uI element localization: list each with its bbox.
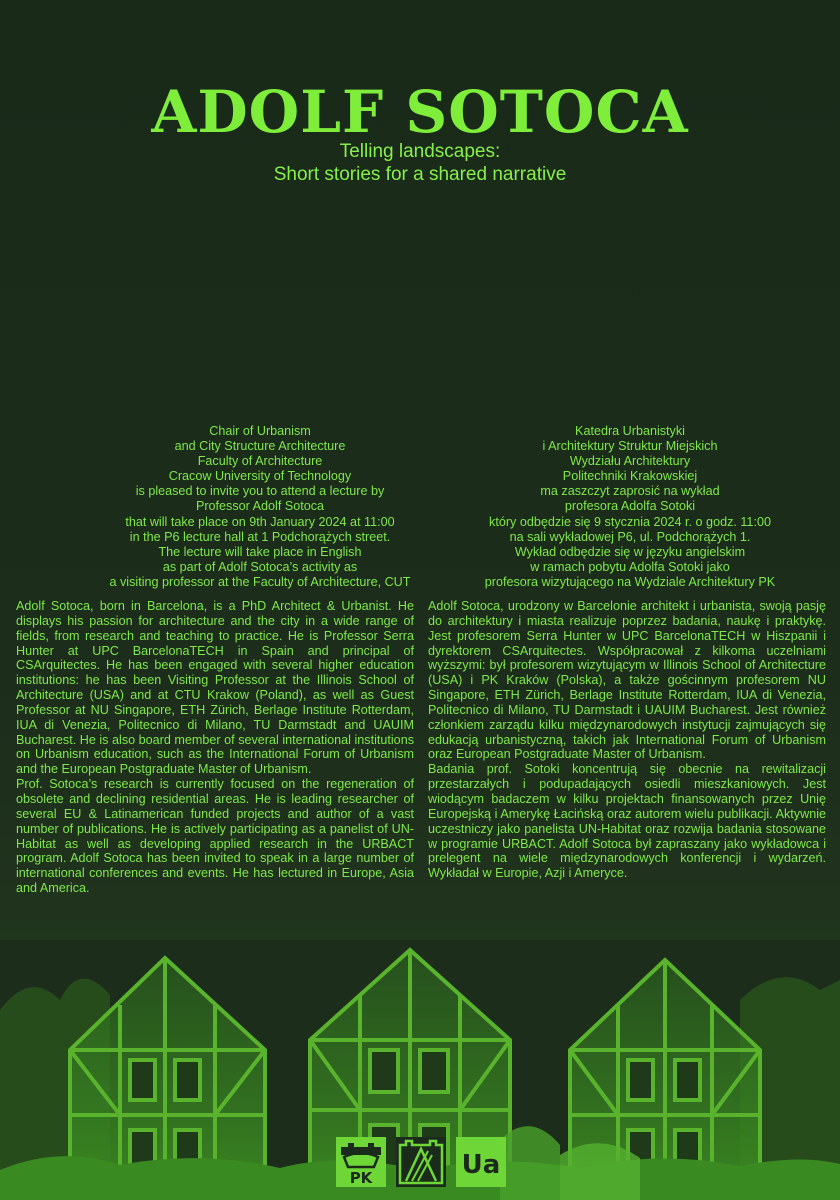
ua-logo-text: Ua <box>461 1150 501 1180</box>
invite-line: Wydziału Architektury <box>569 454 691 469</box>
bio-paragraph: Prof. Sotoca’s research is currently focused on the regeneration of obsolete and declining residential areas. He is leading researcher of several EU & Latinamerican funded projects and author of a vast number of publications. He is actively participating as a panelist of UN-Habitat as well as developing applied research in the URBACT program. Adolf Sotoca has been invited to speak in a large number of international conferences and events. He has lectured in Europe, Asia and America. <box>16 777 414 896</box>
invitation-polish <box>430 424 830 590</box>
invite-line: ma zaszczyt zaprosić na wykład <box>540 484 720 499</box>
invite-line: i Architektury Struktur Miejskich <box>542 439 718 454</box>
biography-polish <box>428 599 826 881</box>
lecture-subtitle <box>0 140 840 186</box>
invite-line: Politechniki Krakowskiej <box>562 469 698 484</box>
biography-english <box>16 599 414 896</box>
invite-line: Katedra Urbanistyki <box>575 424 685 438</box>
bio-paragraph: Adolf Sotoca, born in Barcelona, is a PhD Architect & Urbanist. He displays his passion for architecture and the city in a wide range of fields, from research and teaching to practice. He is Professor Serra Hunter at UPC BarcelonaTECH in Spain and principal of CSArquitectes. He has been engaged with several higher education institutions: he has been Visiting Professor at the Illinois School of Architecture (USA) and at CTU Krakow (Poland), as well as Guest Professor at NU Singapore, ETH Zürich, Berlage Institute Rotterdam, IUA di Venezia, Politecnico di Milano, TU Darmstadt and UAUIM Bucharest. He is also board member of several international institutions on Urbanism education, such as the International Forum of Urbanism and the European Postgraduate Master of Urbanism. <box>16 599 414 777</box>
subtitle-line: Telling landscapes: <box>339 141 501 162</box>
invite-line: and City Structure Architecture <box>174 439 346 454</box>
ua-logo-icon <box>456 1137 506 1187</box>
invite-line: Professor Adolf Sotoca <box>195 499 325 514</box>
invite-line: Wykład odbędzie się w języku angielskim <box>514 544 746 559</box>
invite-line: profesora wizytującego na Wydziale Architektury PK <box>484 574 776 589</box>
invite-line: w ramach pobytu Adolfa Sotoki jako <box>530 559 730 574</box>
invite-line: in the P6 lecture hall at 1 Podchorążych street. <box>129 529 391 544</box>
invitation-english <box>60 424 460 590</box>
logo-strip <box>336 1137 506 1189</box>
architecture-faculty-logo-icon <box>396 1137 446 1187</box>
invite-line: is pleased to invite you to attend a lecture by <box>135 484 385 499</box>
invite-line: który odbędzie się 9 stycznia 2024 r. o godz. 11:00 <box>489 514 771 529</box>
invite-line: Chair of Urbanism <box>209 424 311 438</box>
invite-line: that will take place on 9th January 2024 at 11:00 <box>125 514 395 529</box>
lecturer-name-title: ADOLF SOTOCA <box>151 78 689 146</box>
pk-logo-icon <box>336 1137 386 1187</box>
invite-line: Faculty of Architecture <box>197 454 323 469</box>
invite-line: The lecture will take place in English <box>158 544 362 559</box>
subtitle-line: Short stories for a shared narrative <box>273 164 567 185</box>
invite-line: Cracow University of Technology <box>168 469 352 484</box>
invite-line: profesora Adolfa Sotoki <box>564 499 696 514</box>
bio-paragraph: Adolf Sotoca, urodzony w Barcelonie architekt i urbanista, swoją pasję do architektury i miasta realizuje poprzez badania, naukę i praktykę. Jest profesorem Serra Hunter w UPC BarcelonaTECH w Hiszpanii i dyrektorem CSArquitectes. Współpracował z kilkoma uczelniami wyższymi: był profesorem wizytującym w Illinois School of Architecture (USA) i PK Kraków (Polska), a także gościnnym profesorem NU Singapore, ETH Zürich, Berlage Institute Rotterdam, IUA di Venezia, Politecnico di Milano, TU Darmstadt i UAUIM Bucharest. Jest również członkiem zarządu kilku międzynarodowych instytucji zajmujących się edukacją urbanistyczną, takich jak International Forum of Urbanism oraz European Postgraduate Master of Urbanism. <box>428 599 826 762</box>
pk-logo-text: PK <box>349 1169 373 1187</box>
invite-line: as part of Adolf Sotoca’s activity as <box>162 559 358 574</box>
invite-line: a visiting professor at the Faculty of Architecture, CUT <box>109 574 411 589</box>
invite-line: na sali wykładowej P6, ul. Podchorążych 1. <box>509 529 751 544</box>
bio-paragraph: Badania prof. Sotoki koncentrują się obecnie na rewitalizacji przestarzałych i podupadających osiedli mieszkaniowych. Jest wiodącym badaczem w kilku projektach finansowanych przez Unię Europejską i Amerykę Łacińską oraz autorem wielu publikacji. Aktywnie uczestniczy jako panelista UN-Habitat oraz rozwija badania stosowane w programie URBACT. Adolf Sotoca był zapraszany jako wykładowca i prelegent na wiele międzynarodowych konferencji i wydarzeń. Wykładał w Europie, Azji i Ameryce. <box>428 762 826 881</box>
